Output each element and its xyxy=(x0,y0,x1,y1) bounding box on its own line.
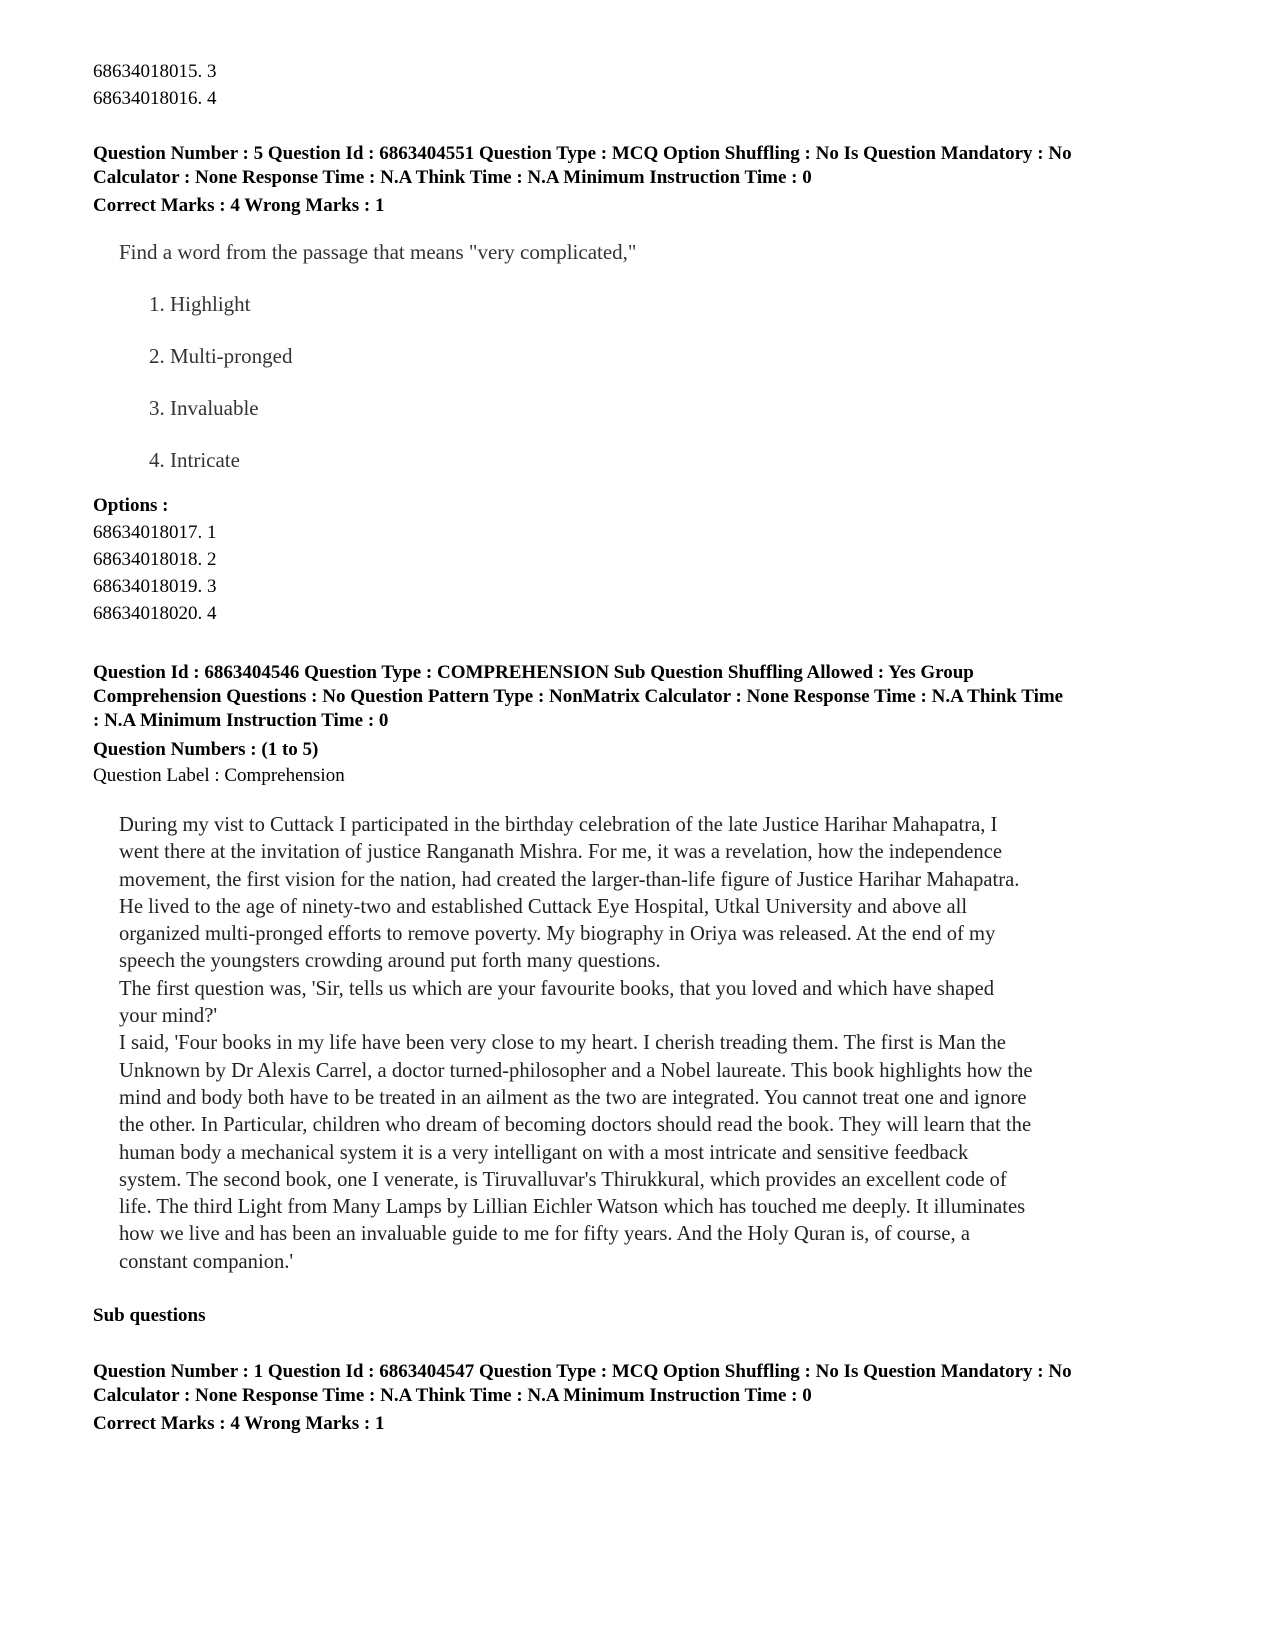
question-1 xyxy=(93,1360,1193,1436)
option-row: 68634018018. 2 xyxy=(93,549,217,570)
choice-item: 1. Highlight xyxy=(149,292,251,316)
comprehension-header: : N.A Minimum Instruction Time : 0 xyxy=(93,710,389,731)
passage-text: During my vist to Cuttack I participated in the birthday celebration of the late Justice Harihar Mahapatra, I went there at the invitation of justice Ranganath Mishra. For me, it was a revelation, how the independence movement, the first vision for the nation, had created the larger-than-life figure of Justice Harihar Mahapatra. He lived to the age of ninety-two and established Cuttack Eye Hospital, Utkal University and above all organized multi-pronged efforts to remove poverty. My biography in Oriya was released. At the end of my speech the youngsters crowding around put forth many questions. The first question was, 'Sir, tells us which are your favourite books, that you loved and which have shaped your mind?' I said, 'Four books in my life have been very close to my heart. I cherish treading them. The first is Man the Unknown by Dr Alexis Carrel, a doctor turned-philosopher and a Nobel laureate. This book highlights how the mind and body both have to be treated in an ailment as the two are integrated. You cannot treat one and ignore the other. In Particular, children who dream of becoming doctors should read the book. They will learn that the human body a mechanical system it is a very intelligant on with a most intricate and sensitive feedback system. The second book, one I venerate, is Tiruvalluvar's Thirukkural, which provides an excellent code of life. The third Light from Many Lamps by Lillian Eichler Watson which has touched me deeply. It illuminates how we live and has been an invaluable guide to me for fifty years. And the Holy Quran is, of course, a constant companion.' xyxy=(119,814,1033,1273)
question-header: Calculator : None Response Time : N.A Think Time : N.A Minimum Instruction Time : 0 xyxy=(93,167,812,188)
document-page xyxy=(93,58,1193,1436)
question-header: Question Number : 1 Question Id : 6863404547 Question Type : MCQ Option Shuffling : No Is Question Mandatory : No xyxy=(93,1361,1072,1383)
prev-options xyxy=(93,58,1193,112)
choice-item: 3. Invaluable xyxy=(149,396,259,420)
question-marks: Correct Marks : 4 Wrong Marks : 1 xyxy=(93,1413,385,1435)
option-row: 68634018019. 3 xyxy=(93,576,217,597)
question-header: Question Number : 5 Question Id : 6863404551 Question Type : MCQ Option Shuffling : No Is Question Mandatory : No xyxy=(93,143,1072,164)
option-row: 68634018016. 4 xyxy=(93,88,217,109)
option-row: 68634018017. 1 xyxy=(93,522,217,543)
choice-item: 4. Intricate xyxy=(149,448,240,472)
option-row: 68634018015. 3 xyxy=(93,61,217,82)
question-numbers: Question Numbers : (1 to 5) xyxy=(93,739,319,760)
question-marks: Correct Marks : 4 Wrong Marks : 1 xyxy=(93,195,385,216)
option-row: 68634018020. 4 xyxy=(93,603,217,624)
choice-item: 2. Multi-pronged xyxy=(149,344,293,368)
comprehension-header: Comprehension Questions : No Question Pattern Type : NonMatrix Calculator : None Response Time : N.A Think Time xyxy=(93,686,1064,707)
comprehension-header: Question Id : 6863404546 Question Type : COMPREHENSION Sub Question Shuffling Allowed : Yes Group xyxy=(93,662,974,683)
question-label: Question Label : Comprehension xyxy=(93,765,345,786)
sub-questions-heading: Sub questions xyxy=(93,1305,206,1327)
question-header: Calculator : None Response Time : N.A Think Time : N.A Minimum Instruction Time : 0 xyxy=(93,1385,812,1407)
options-label: Options : xyxy=(93,495,169,516)
question-5 xyxy=(93,142,1193,627)
comprehension-block xyxy=(93,661,1193,1328)
question-stem: Find a word from the passage that means "very complicated," xyxy=(119,240,637,264)
